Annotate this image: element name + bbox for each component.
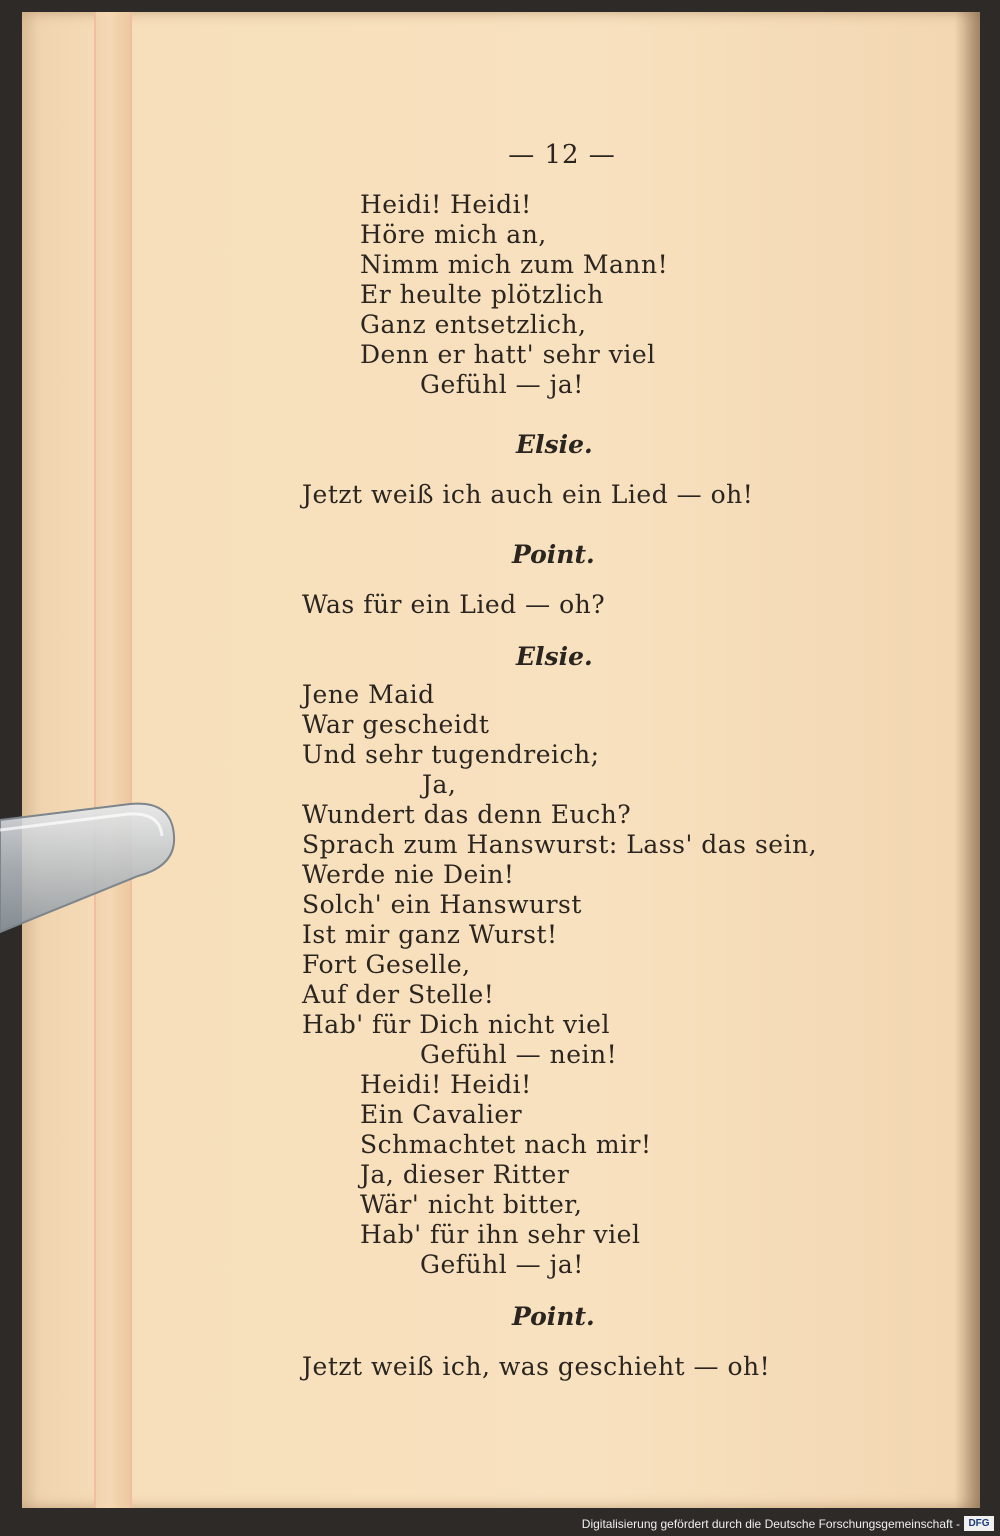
verse-line: Hab' für ihn sehr viel (360, 1220, 641, 1249)
verse-line: Heidi! Heidi! (360, 1070, 532, 1099)
verse-line: Jene Maid (302, 680, 435, 709)
footer-bar (0, 1512, 1000, 1536)
verse-line: Ist mir ganz Wurst! (302, 920, 558, 949)
spine-shadow (954, 12, 980, 1508)
verse-line: Hab' für Dich nicht viel (302, 1010, 610, 1039)
verse-line: Gefühl — nein! (420, 1040, 618, 1069)
verse-line: Wundert das denn Euch? (302, 800, 632, 829)
verse-line: Er heulte plötzlich (360, 280, 604, 309)
verse-line: Ein Cavalier (360, 1100, 523, 1129)
verse-line: Werde nie Dein! (302, 860, 515, 889)
page-edge-stack (94, 12, 132, 1508)
verse-line: Solch' ein Hanswurst (302, 890, 582, 919)
verse-line: Wär' nicht bitter, (360, 1190, 583, 1219)
dfg-logo: DFG (964, 1516, 994, 1531)
verse-line: Ja, dieser Ritter (360, 1160, 570, 1189)
verse-line: Und sehr tugendreich; (302, 740, 600, 769)
verse-line: War gescheidt (302, 710, 490, 739)
footer-credit: Digitalisierung gefördert durch die Deutsche Forschungsgemeinschaft - (581, 1517, 960, 1531)
dialogue-line: Jetzt weiß ich, was geschieht — oh! (302, 1352, 771, 1381)
verse-line: Nimm mich zum Mann! (360, 250, 669, 279)
verse-line: Sprach zum Hanswurst: Lass' das sein, (302, 830, 818, 859)
verse-line: Fort Geselle, (302, 950, 471, 979)
verse-line: Ja, (422, 770, 457, 799)
verse-line: Heidi! Heidi! (360, 190, 532, 219)
speaker-name: Point. (512, 1302, 595, 1331)
verse-line: Gefühl — ja! (420, 370, 584, 399)
dialogue-line: Jetzt weiß ich auch ein Lied — oh! (302, 480, 754, 509)
speaker-name: Elsie. (516, 430, 593, 459)
book-page (22, 12, 980, 1508)
verse-line: Gefühl — ja! (420, 1250, 584, 1279)
speaker-name: Elsie. (516, 642, 593, 671)
dialogue-line: Was für ein Lied — oh? (302, 590, 606, 619)
glass-page-holder (0, 800, 180, 940)
verse-line: Denn er hatt' sehr viel (360, 340, 656, 369)
verse-line: Schmachtet nach mir! (360, 1130, 652, 1159)
speaker-name: Point. (512, 540, 595, 569)
page-number: — 12 — (508, 140, 616, 170)
verse-line: Höre mich an, (360, 220, 547, 249)
verse-line: Auf der Stelle! (302, 980, 495, 1009)
verse-line: Ganz entsetzlich, (360, 310, 587, 339)
